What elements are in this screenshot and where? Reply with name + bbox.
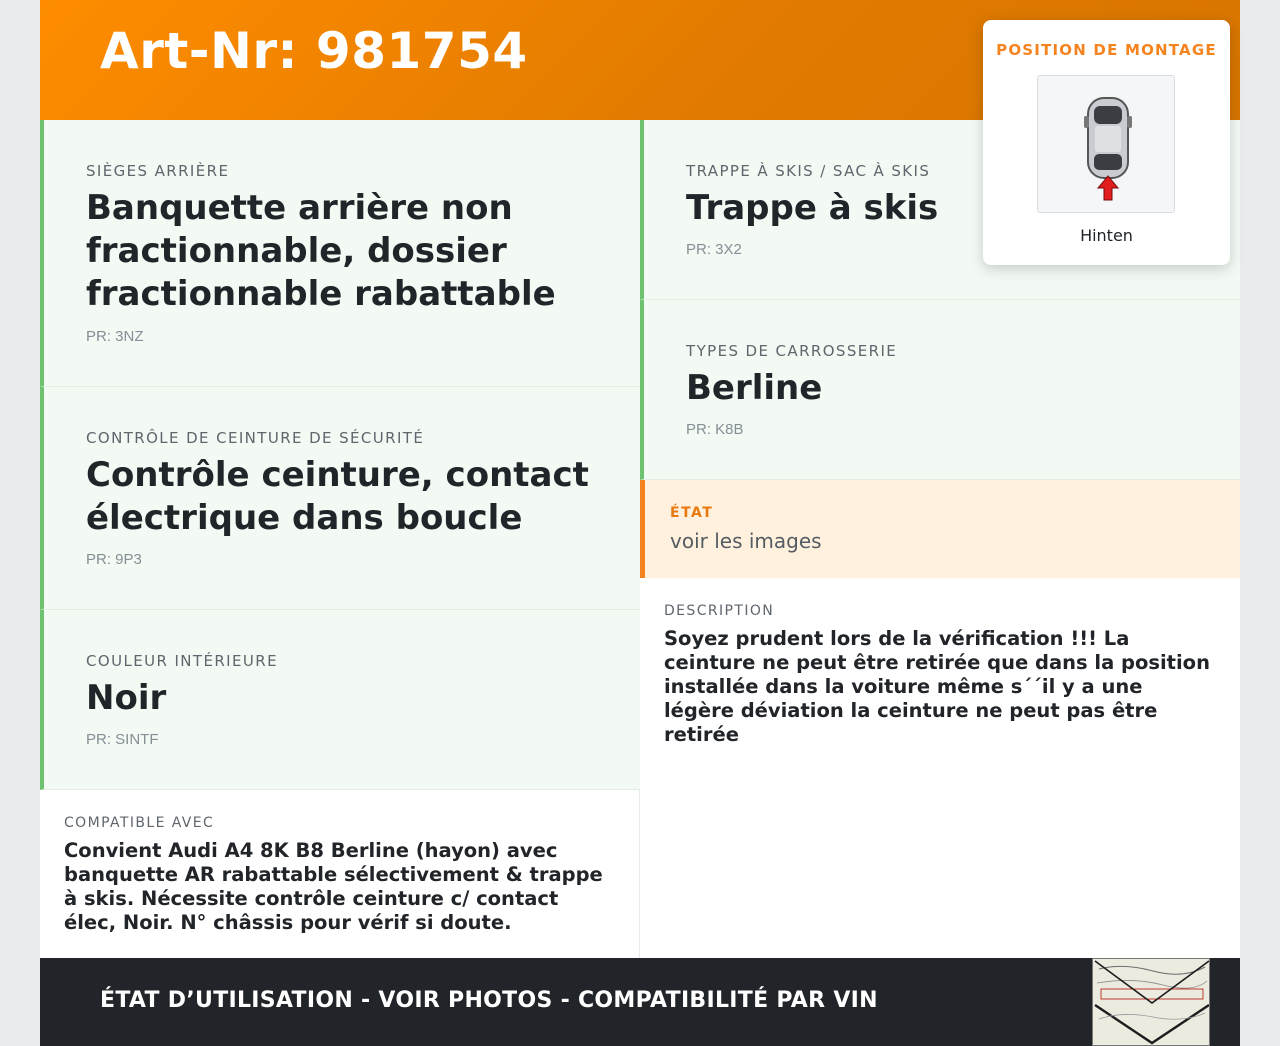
compatible-text: Convient Audi A4 8K B8 Berline (hayon) avec banquette AR rabattable sélectivement & trappe à skis. Nécessite contrôle ceinture c/ contact élec, Noir. N° châssis pour vérif si doute.	[64, 839, 603, 934]
page	[40, 0, 1240, 1046]
card-label: COULEUR INTÉRIEURE	[86, 652, 278, 670]
mounting-position-caption: Hinten	[1080, 226, 1133, 245]
card-value: Contrôle ceinture, contact électrique dans boucle	[86, 455, 589, 538]
car-rear-position-icon	[1037, 75, 1175, 213]
card-pr-code: PR: 3NZ	[86, 328, 144, 345]
description-text: Soyez prudent lors de la vérification !!! La ceinture ne peut être retirée que dans la position installée dans la voiture même s´´il y a une légère déviation la ceinture ne peut pas être retirée	[664, 627, 1210, 746]
condition-label: ÉTAT	[670, 505, 714, 521]
card-label: TRAPPE À SKIS / SAC À SKIS	[686, 162, 931, 180]
card-value: Banquette arrière non fractionnable, dossier fractionnable rabattable	[86, 188, 556, 314]
description-label: DESCRIPTION	[664, 603, 775, 619]
card-value: Trappe à skis	[686, 188, 939, 228]
card-body-type	[640, 300, 1240, 480]
card-label: CONTRÔLE DE CEINTURE DE SÉCURITÉ	[86, 429, 425, 447]
card-pr-code: PR: 3X2	[686, 241, 742, 258]
card-pr-code: PR: K8B	[686, 421, 744, 438]
mounting-position-title: POSITION DE MONTAGE	[996, 41, 1217, 59]
card-interior-color	[40, 610, 640, 790]
card-seatbelt-control	[40, 387, 640, 610]
footer-text: ÉTAT D’UTILISATION - VOIR PHOTOS - COMPATIBILITÉ PAR VIN	[100, 988, 878, 1013]
card-label: SIÈGES ARRIÈRE	[86, 162, 230, 180]
card-label: TYPES DE CARROSSERIE	[686, 342, 898, 360]
compatible-label: COMPATIBLE AVEC	[64, 815, 215, 831]
column-divider	[639, 790, 640, 960]
condition-value: voir les images	[670, 529, 822, 553]
card-pr-code: PR: 9P3	[86, 551, 142, 568]
article-number-title: Art-Nr: 981754	[100, 22, 528, 80]
footer-bar	[40, 958, 1240, 1046]
card-pr-code: PR: SINTF	[86, 731, 159, 748]
envelope-stamp-icon	[1092, 958, 1210, 1046]
card-rear-seats	[40, 120, 640, 387]
mounting-position-card	[983, 20, 1230, 265]
card-value: Berline	[686, 368, 823, 408]
condition-box	[640, 480, 1240, 578]
card-value: Noir	[86, 678, 167, 718]
